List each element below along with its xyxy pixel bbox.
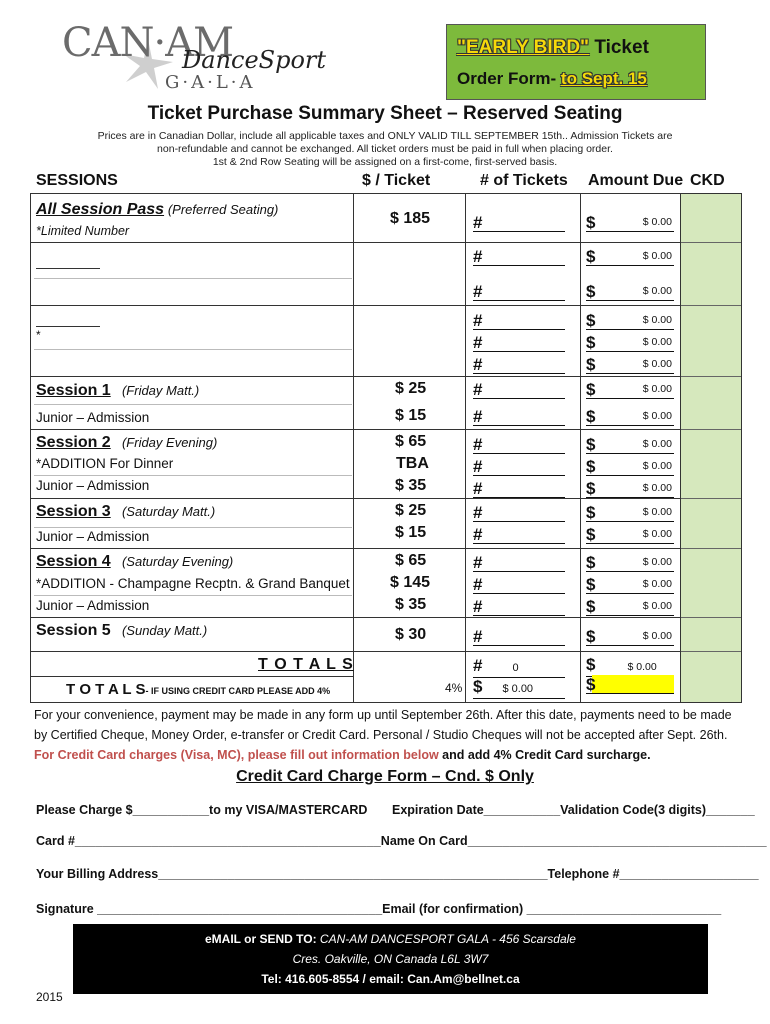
ticket-count-field[interactable]: # xyxy=(473,628,565,646)
surcharge-field[interactable]: $ $ 0.00 xyxy=(473,678,565,699)
amount-value: $ 0.00 xyxy=(642,528,672,540)
row-session-4-addition: *ADDITION - Champagne Recptn. & Grand Banquet xyxy=(36,576,350,591)
ticket-count-field[interactable]: # xyxy=(473,248,565,266)
price-s2-addition: TBA xyxy=(396,455,429,472)
totals-label: T O T A L S xyxy=(258,656,354,673)
ticket-count-field[interactable]: # xyxy=(473,576,565,594)
amount-due-field[interactable]: $ xyxy=(586,458,674,476)
note-line-3: 1st & 2nd Row Seating will be assigned on a first-come, first-served basis. xyxy=(212,156,558,168)
amount-due-field[interactable]: $ xyxy=(586,334,674,352)
price-s4: $ 65 xyxy=(395,552,427,569)
ticket-count-field[interactable]: # xyxy=(473,408,565,426)
row-all-session-pass: All Session Pass (Preferred Seating) xyxy=(36,201,279,218)
logo-text: CAN·AM xyxy=(62,20,234,66)
ticket-count-field[interactable]: # xyxy=(473,436,565,454)
amount-due-field[interactable]: $ xyxy=(586,598,674,616)
amount-value: $ 0.00 xyxy=(642,630,672,642)
amount-due-field[interactable]: $ xyxy=(586,504,674,522)
ticket-label: Ticket xyxy=(594,37,649,58)
row-session-5: Session 5 (Sunday Matt.) xyxy=(36,622,208,639)
total-tickets-field[interactable]: # 0 xyxy=(473,657,565,678)
amount-value: $ 0.00 xyxy=(642,506,672,518)
amount-due-field[interactable]: $ xyxy=(586,436,674,454)
amount-value: $ 0.00 xyxy=(642,383,672,395)
amount-due-field[interactable]: $ xyxy=(586,214,674,232)
amount-due-field[interactable]: $ xyxy=(586,480,674,498)
amount-due-field[interactable]: $ xyxy=(586,248,674,266)
price-all-pass: $ 185 xyxy=(390,210,431,227)
amount-due-field[interactable]: $ xyxy=(586,554,674,572)
price-s5: $ 30 xyxy=(395,626,427,643)
ckd-separator xyxy=(681,548,741,549)
header-amount: Amount Due xyxy=(588,172,684,189)
ckd-separator xyxy=(681,242,741,243)
ticket-count-field[interactable]: # xyxy=(473,458,565,476)
row-session-2-addition: *ADDITION For Dinner xyxy=(36,456,174,471)
page-title: Ticket Purchase Summary Sheet – Reserved Seating xyxy=(147,103,623,124)
grand-total-field[interactable]: $ $ 0.00 xyxy=(586,656,674,677)
ticket-count-field[interactable]: # xyxy=(473,381,565,399)
price-s4-junior: $ 35 xyxy=(395,596,427,613)
row-session-3-junior: Junior – Admission xyxy=(36,529,150,544)
signature-field[interactable]: Signature _________________________________________Email (for confirmation) ____________________________ xyxy=(36,902,722,916)
header-sessions: SESSIONS xyxy=(36,172,118,189)
amount-due-field[interactable]: $ xyxy=(586,312,674,330)
price-s1: $ 25 xyxy=(395,380,427,397)
header-tickets: # of Tickets xyxy=(480,172,568,189)
early-bird-label: "EARLY BIRD" xyxy=(457,37,590,58)
ckd-separator xyxy=(681,376,741,377)
cc-form-title: Credit Card Charge Form – Cnd. $ Only xyxy=(236,768,534,785)
card-number-field[interactable]: Card #____________________________________________Name On Card___________________________________________ xyxy=(36,834,767,848)
cc-total-field[interactable]: $ xyxy=(586,676,674,694)
blank-line[interactable] xyxy=(36,268,100,269)
ticket-count-field[interactable]: # xyxy=(473,504,565,522)
star-marker: * xyxy=(36,328,41,342)
note-line-2: non-refundable and cannot be exchanged. All ticket orders must be paid in full when placing order. xyxy=(157,143,613,155)
amount-value: $ 0.00 xyxy=(642,336,672,348)
row-session-3: Session 3 (Saturday Matt.) xyxy=(36,503,216,520)
ticket-count-field[interactable]: # xyxy=(473,554,565,572)
year-label: 2015 xyxy=(36,990,63,1004)
amount-due-field[interactable]: $ xyxy=(586,408,674,426)
amount-value: $ 0.00 xyxy=(642,216,672,228)
ckd-separator xyxy=(681,617,741,618)
row-session-2-junior: Junior – Admission xyxy=(36,478,150,493)
amount-value: $ 0.00 xyxy=(642,314,672,326)
row-session-1: Session 1 (Friday Matt.) xyxy=(36,382,200,399)
logo-gala-text: G·A·L·A xyxy=(165,72,256,93)
charge-amount-field[interactable]: Please Charge $___________to my VISA/MASTERCARD xyxy=(36,803,368,817)
ticket-count-field[interactable]: # xyxy=(473,598,565,616)
ticket-count-field[interactable]: # xyxy=(473,480,565,498)
limited-number-note: *Limited Number xyxy=(36,224,130,238)
row-session-2: Session 2 (Friday Evening) xyxy=(36,434,218,451)
cc-totals-label: T O T A L S- IF USING CREDIT CARD PLEASE ADD 4% xyxy=(66,681,331,698)
logo-script-text: DanceSport xyxy=(182,46,327,74)
payment-line-1: For your convenience, payment may be made in any form up until September 26th. After this date, payments need to be made xyxy=(34,708,732,722)
ckd-separator xyxy=(681,651,741,652)
note-line-1: Prices are in Canadian Dollar, include all applicable taxes and ONLY VALID TILL SEPTEMBER 15th.. Admission Tickets are xyxy=(97,130,673,142)
amount-value: $ 0.00 xyxy=(642,285,672,297)
amount-value: $ 0.00 xyxy=(642,600,672,612)
price-s4-addition: $ 145 xyxy=(390,574,431,591)
price-s2-junior: $ 35 xyxy=(395,477,427,494)
payment-line-3: For Credit Card charges (Visa, MC), please fill out information below and add 4% Credit Card surcharge. xyxy=(34,748,651,762)
expiration-field[interactable]: Expiration Date___________Validation Code(3 digits)_______ xyxy=(392,803,755,817)
amount-value: $ 0.00 xyxy=(642,438,672,450)
amount-due-field[interactable]: $ xyxy=(586,283,674,301)
amount-value: $ 0.00 xyxy=(642,410,672,422)
amount-due-field[interactable]: $ xyxy=(586,526,674,544)
amount-due-field[interactable]: $ xyxy=(586,576,674,594)
row-session-4-junior: Junior – Admission xyxy=(36,598,150,613)
amount-value: $ 0.00 xyxy=(642,250,672,262)
amount-value: $ 0.00 xyxy=(642,460,672,472)
surcharge-percent: 4% xyxy=(445,681,463,695)
amount-due-field[interactable]: $ xyxy=(586,381,674,399)
amount-due-field[interactable]: $ xyxy=(586,628,674,646)
amount-value: $ 0.00 xyxy=(642,358,672,370)
header-ckd: CKD xyxy=(690,172,725,189)
order-form-label: Order Form- xyxy=(457,69,557,88)
ckd-column[interactable] xyxy=(681,194,741,702)
ticket-count-field[interactable]: # xyxy=(473,526,565,544)
amount-value: $ 0.00 xyxy=(642,556,672,568)
ticket-count-field[interactable]: # xyxy=(473,214,565,232)
payment-line-2: by Certified Cheque, Money Order, e-transfer or Credit Card. Personal / Studio Cheques will not be accepted after Sept. 26th. xyxy=(34,728,728,742)
row-session-1-junior: Junior – Admission xyxy=(36,410,150,425)
amount-value: $ 0.00 xyxy=(642,578,672,590)
ticket-count-field[interactable]: # xyxy=(473,283,565,301)
row-session-4: Session 4 (Saturday Evening) xyxy=(36,553,234,570)
ticket-count-field[interactable]: # xyxy=(473,312,565,330)
price-s3: $ 25 xyxy=(395,502,427,519)
amount-value: $ 0.00 xyxy=(642,482,672,494)
blank-line[interactable] xyxy=(36,326,100,327)
ckd-separator xyxy=(681,305,741,306)
ckd-separator xyxy=(681,498,741,499)
amount-due-field[interactable]: $ xyxy=(586,356,674,374)
billing-address-field[interactable]: Your Billing Address________________________________________________________Telephone #____________________ xyxy=(36,867,759,881)
header-price: $ / Ticket xyxy=(362,172,431,189)
early-bird-banner xyxy=(446,24,706,100)
price-s3-junior: $ 15 xyxy=(395,524,427,541)
ticket-count-field[interactable]: # xyxy=(473,334,565,352)
price-s2: $ 65 xyxy=(395,433,427,450)
ticket-count-field[interactable]: # xyxy=(473,356,565,374)
mailing-info-box: eMAIL or SEND TO: CAN-AM DANCESPORT GALA - 456 Scarsdale Cres. Oakville, ON Canada L6L 3W7 Tel: 416.605-8554 / email: Can.Am@bellnet.ca xyxy=(73,924,708,994)
deadline-label: to Sept. 15 xyxy=(560,69,647,88)
ckd-separator xyxy=(681,429,741,430)
price-s1-junior: $ 15 xyxy=(395,407,427,424)
